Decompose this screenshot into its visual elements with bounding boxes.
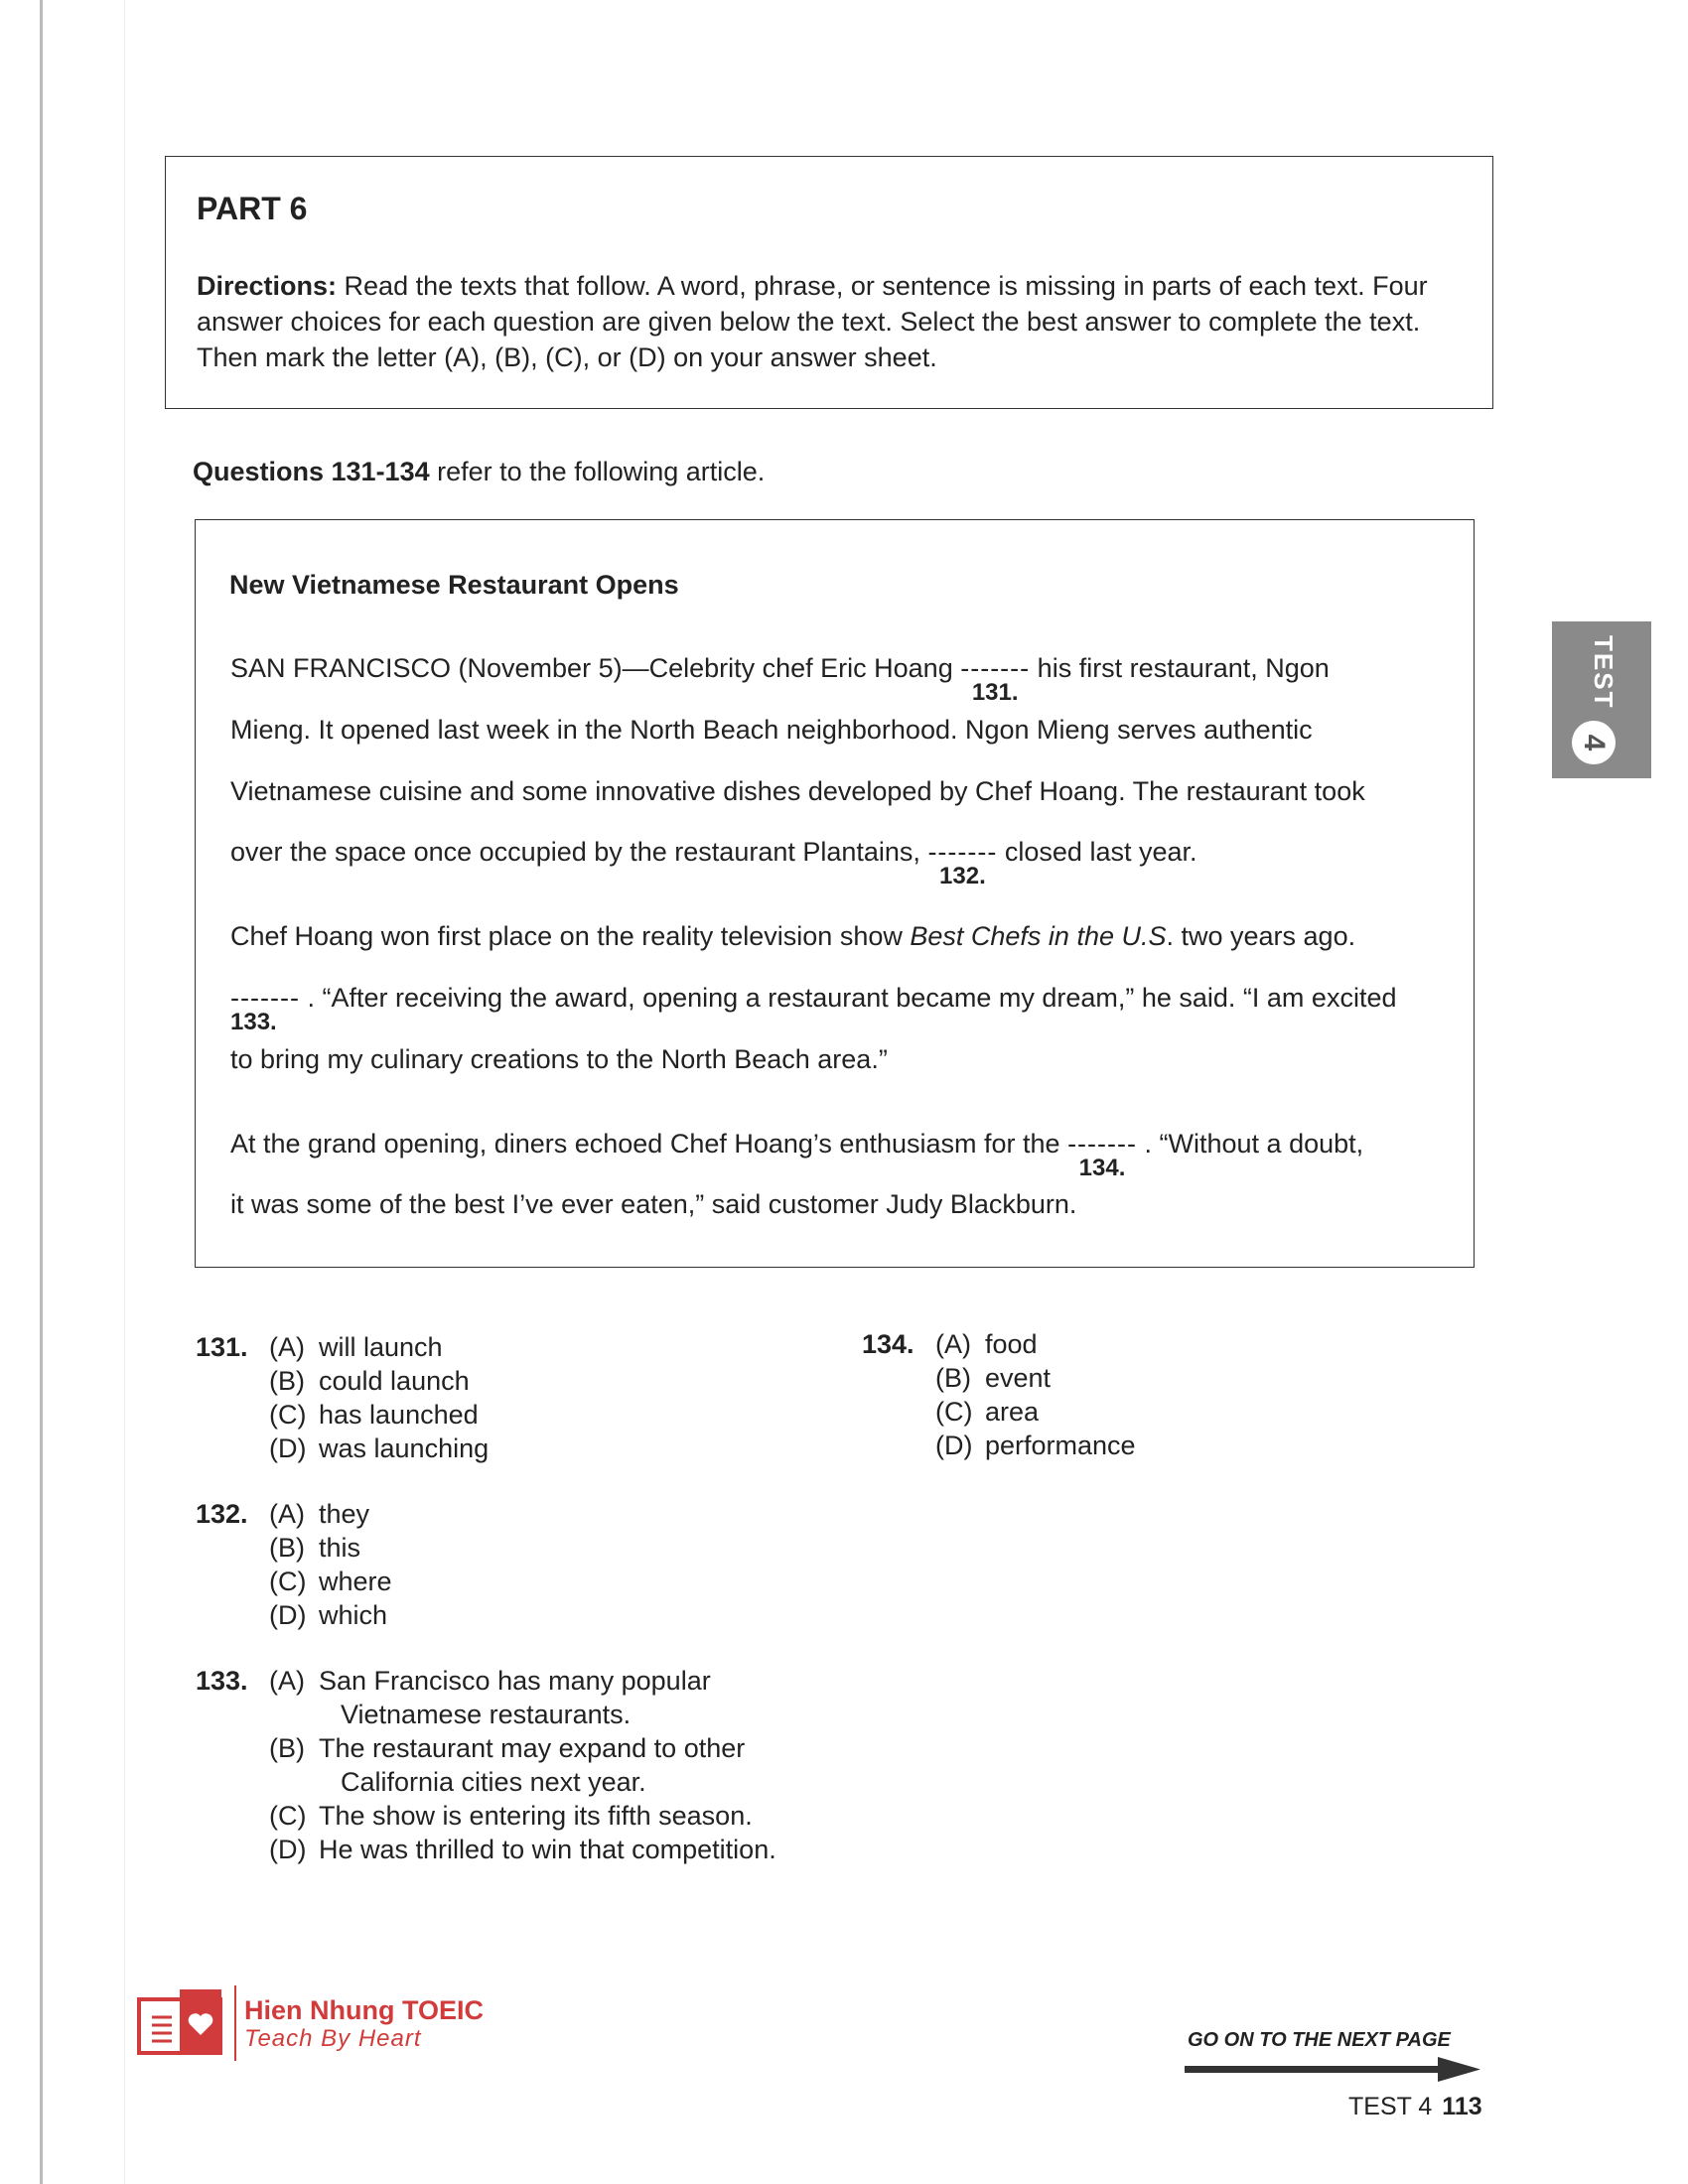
logo-divider [234,1985,236,2061]
option-text-continued: Vietnamese restaurants. [341,1700,632,1729]
option-letter: (D) [935,1431,973,1460]
blank-dashes: ------- [230,983,300,1013]
option-d[interactable] [269,1833,776,1866]
option-text: they [319,1499,370,1529]
option-text: San Francisco has many popular [319,1666,711,1696]
answer-options [269,1497,392,1632]
article-line-4 [230,837,1197,889]
side-tab-label: TEST [1589,635,1618,710]
article-text: over the space once occupied by the restaurant Plantains, [230,837,928,867]
blank-133 [230,983,300,1035]
option-c[interactable] [269,1398,489,1432]
questions-reference [193,457,765,487]
footer-test-label: TEST 4 [1348,2093,1433,2120]
option-b[interactable] [269,1731,776,1799]
question-number: 133. [196,1666,248,1696]
option-letter: (B) [269,1366,305,1396]
article-text: . “Without a doubt, [1137,1129,1364,1159]
page-edge-shadow [40,0,43,2184]
blank-132 [927,837,998,889]
article-title: New Vietnamese Restaurant Opens [229,570,679,600]
option-d[interactable] [269,1432,489,1465]
option-a[interactable] [269,1497,392,1531]
article-line-9: it was some of the best I’ve ever eaten,” said customer Judy Blackburn. [230,1189,1077,1219]
option-text: was launching [319,1433,490,1463]
option-text: where [319,1567,392,1596]
blank-dashes: ------- [1067,1129,1138,1159]
answer-options [935,1327,1136,1462]
option-text: area [985,1397,1040,1427]
article-text: his first restaurant, Ngon [1030,653,1330,683]
option-letter: (D) [269,1835,307,1864]
directions-label: Directions: [197,271,338,301]
option-letter: (C) [269,1567,307,1596]
article-line-3: Vietnamese cuisine and some innovative dishes developed by Chef Hoang. The restaurant took [230,776,1365,806]
option-letter: (A) [269,1666,305,1696]
option-text: could launch [319,1366,470,1396]
logo-name: Hien Nhung TOEIC [244,1995,484,2025]
blank-number: 132. [939,863,986,889]
option-text: The restaurant may expand to other [319,1733,746,1763]
directions-text [197,268,1458,375]
article-text: SAN FRANCISCO (November 5)—Celebrity chef Eric Hoang [230,653,961,683]
option-c[interactable] [269,1799,776,1833]
article-text: . two years ago. [1166,921,1356,951]
answer-options [269,1330,489,1465]
directions-body: Read the texts that follow. A word, phrase, or sentence is missing in parts of each text. Four answer choices for each question are given below the text. Select the best answer to complete the text. Then mark the letter (A), (B), (C), or (D) on your answer sheet. [197,271,1428,372]
blank-dashes: ------- [960,653,1031,683]
arrow-right-icon [1185,2055,1482,2085]
option-letter: (D) [269,1433,307,1463]
part-title: PART 6 [197,191,308,226]
option-letter: (A) [935,1329,971,1359]
option-text: performance [985,1431,1136,1460]
option-c[interactable] [269,1565,392,1598]
article-text: Chef Hoang won first place on the reality television show [230,921,911,951]
option-letter: (A) [269,1332,305,1362]
blank-dashes: ------- [927,837,998,867]
option-d[interactable] [935,1429,1136,1462]
article-text: closed last year. [997,837,1197,867]
go-on-text: GO ON TO THE NEXT PAGE [1188,2029,1451,2051]
article-line-7: to bring my culinary creations to the North Beach area.” [230,1044,888,1074]
option-b[interactable] [935,1361,1136,1395]
questions-range: Questions 131-134 [193,457,430,486]
option-text: has launched [319,1400,479,1430]
option-text: food [985,1329,1038,1359]
option-a[interactable] [269,1330,489,1364]
option-c[interactable] [935,1395,1136,1429]
blank-number: 133. [230,1009,277,1035]
side-tab-number: 4 [1572,721,1616,764]
option-letter: (B) [269,1733,305,1763]
option-text: event [985,1363,1052,1393]
option-letter: (B) [935,1363,971,1393]
answer-options [269,1664,776,1866]
question-number: 134. [862,1329,914,1359]
blank-131 [960,653,1031,706]
article-line-5 [230,921,1355,952]
article-text: . “After receiving the award, opening a restaurant became my dream,” he said. “I am excited [299,983,1397,1013]
question-number: 131. [196,1332,248,1362]
option-text: will launch [319,1332,443,1362]
option-a[interactable] [935,1327,1136,1361]
article-line-6 [230,983,1397,1035]
option-a[interactable] [269,1664,776,1731]
article-line-1 [230,653,1330,706]
page-inner-edge [124,0,125,2184]
option-letter: (A) [269,1499,305,1529]
option-d[interactable] [269,1598,392,1632]
show-title: Best Chefs in the U.S [910,921,1167,951]
book-heart-icon [136,1987,225,2057]
article-line-2: Mieng. It opened last week in the North Beach neighborhood. Ngon Mieng serves authentic [230,715,1313,745]
question-number: 132. [196,1499,248,1529]
option-text-continued: California cities next year. [341,1767,646,1797]
questions-ref-text: refer to the following article. [429,457,766,486]
option-letter: (B) [269,1533,305,1563]
article-text: At the grand opening, diners echoed Chef Hoang’s enthusiasm for the [230,1129,1068,1159]
option-text: this [319,1533,361,1563]
option-letter: (C) [269,1400,307,1430]
option-letter: (C) [269,1801,307,1831]
page-number: 113 [1442,2093,1482,2120]
article-line-8 [230,1129,1364,1181]
option-text: He was thrilled to win that competition. [319,1835,776,1864]
blank-number: 134. [1078,1155,1126,1181]
option-letter: (D) [269,1600,307,1630]
option-text: The show is entering its fifth season. [319,1801,753,1831]
blank-134 [1067,1129,1138,1181]
logo-tagline: Teach By Heart [244,2025,422,2052]
option-text: which [319,1600,388,1630]
option-letter: (C) [935,1397,973,1427]
option-b[interactable] [269,1364,489,1398]
page-footer [1348,2093,1482,2121]
option-b[interactable] [269,1531,392,1565]
blank-number: 131. [971,679,1019,706]
